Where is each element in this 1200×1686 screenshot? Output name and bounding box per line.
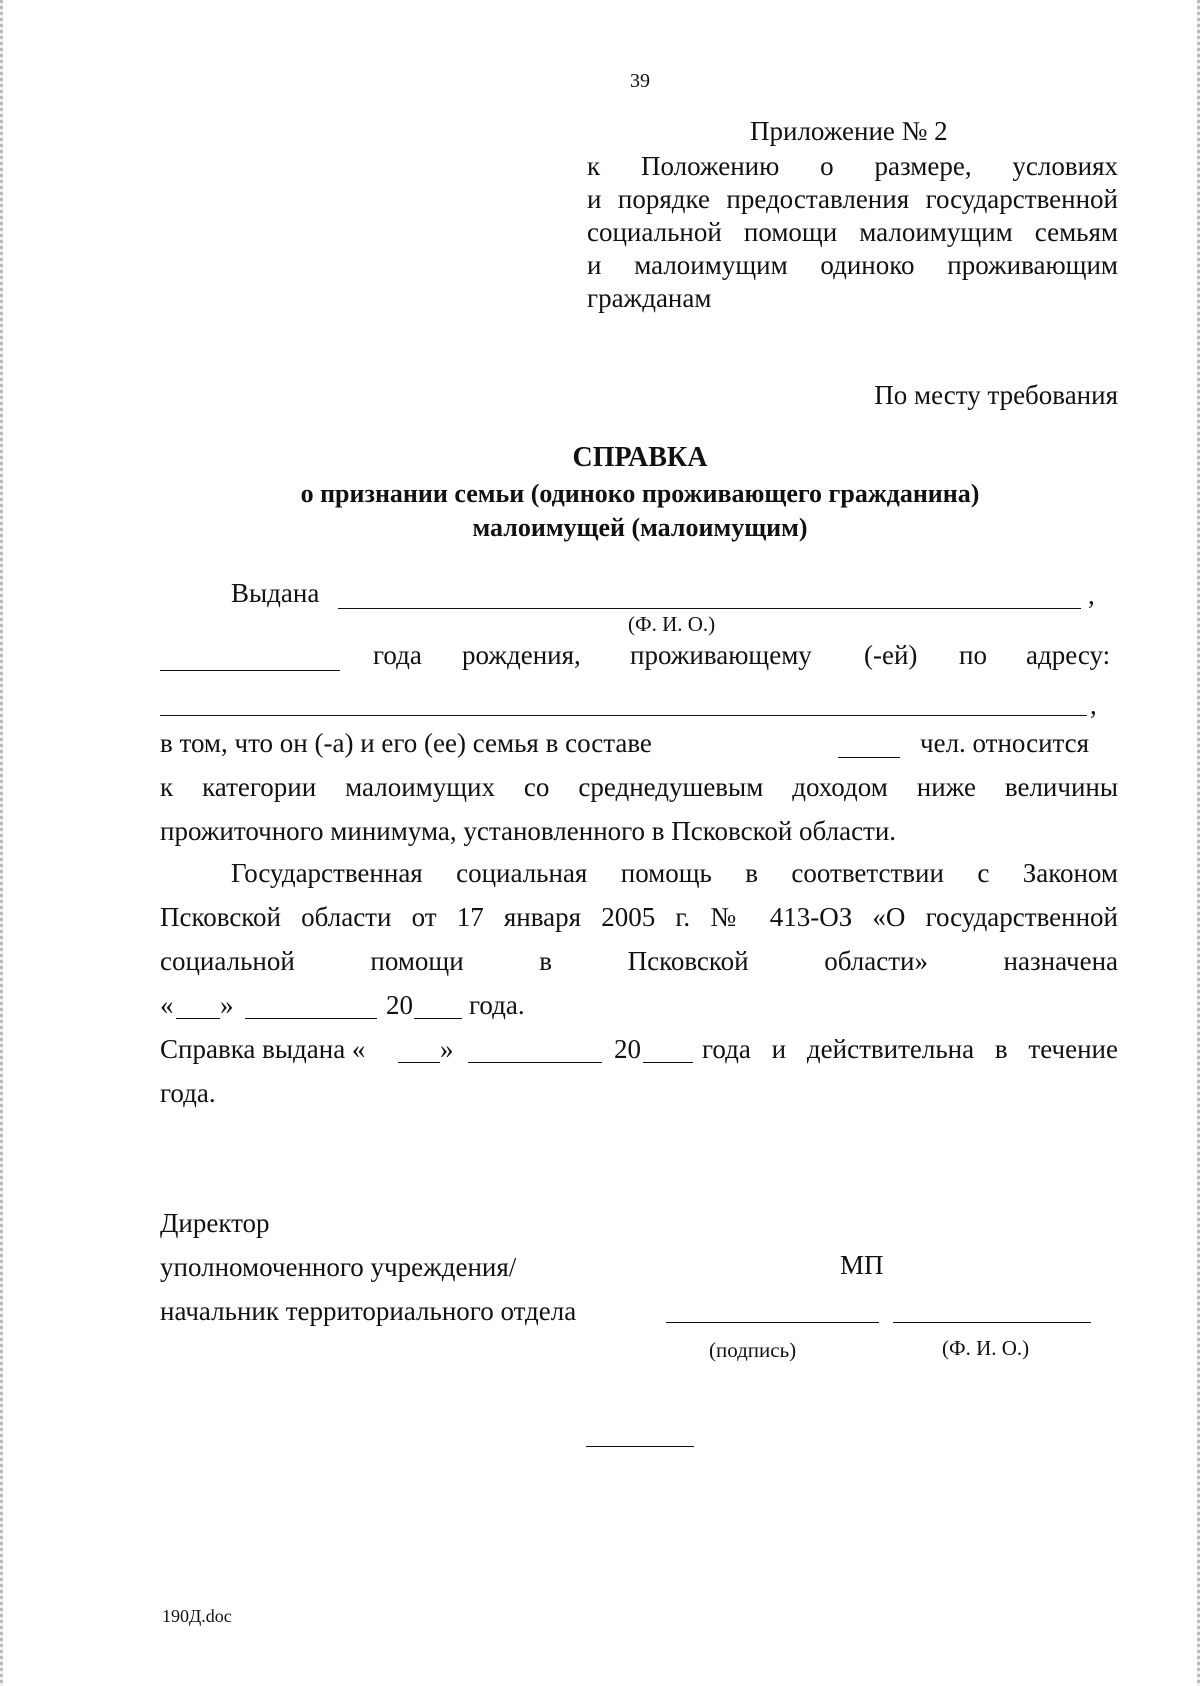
paragraph2-text: Государственная социальная помощь в соответствии с Законом: [231, 858, 1118, 888]
paragraph1-text: в том, что он (-а) и его (ее) семья в составе: [160, 728, 652, 758]
birth-word: адресу:: [1026, 640, 1111, 670]
paragraph1-text: к категории малоимущих со среднедушевым доходом ниже величины: [160, 772, 1118, 802]
birth-year-blank-line: [160, 670, 340, 671]
paragraph2-text: Псковской области от 17 января 2005 г. № 413-ОЗ «О государственной: [160, 902, 1118, 932]
appendix-line: социальной помощи малоимущим семьям: [587, 217, 1118, 247]
year-prefix: 20: [386, 990, 413, 1020]
place-of-request: По месту требования: [874, 380, 1118, 410]
appendix-line: к Положению о размере, условиях: [587, 151, 1118, 181]
signature-caption: (подпись): [709, 1338, 797, 1362]
fio-blank-line: [338, 608, 1081, 609]
validity-end: года.: [160, 1078, 216, 1108]
footer-filename: 190Д.doc: [162, 1606, 232, 1626]
comma: ,: [1090, 690, 1097, 720]
family-size-blank-line: [838, 757, 900, 758]
signatory-fio-blank-line: [893, 1322, 1091, 1323]
birth-word: проживающему: [630, 640, 812, 670]
signature-blank-line: [666, 1322, 879, 1323]
birth-word: (-ей): [864, 640, 918, 670]
page-number: 39: [630, 70, 650, 92]
paragraph1-text: прожиточного минимума, установленного в Псковской области.: [160, 816, 897, 846]
signatory-title: начальник территориального отдела: [160, 1296, 577, 1326]
scan-edge-left: [0, 0, 3, 1686]
end-separator: [586, 1446, 694, 1447]
birth-word: рождения,: [462, 640, 581, 670]
issued-year-blank-line: [643, 1062, 693, 1063]
signatory-fio-caption: (Ф. И. О.): [942, 1336, 1030, 1360]
appendix-title: Приложение № 2: [750, 116, 948, 146]
issued-date-label: Справка выдана «: [160, 1034, 366, 1064]
issued-month-blank-line: [468, 1062, 602, 1063]
year-suffix: года.: [469, 990, 525, 1020]
paragraph1-text: чел. относится: [920, 728, 1090, 758]
date-open-quote: «: [160, 990, 174, 1020]
birth-word: года: [373, 640, 422, 670]
comma: ,: [1088, 580, 1095, 610]
paragraph2-text: социальной помощи в Псковской области» назначена: [160, 946, 1118, 976]
year-prefix: 20: [614, 1034, 641, 1064]
date-close-quote: »: [440, 1034, 454, 1064]
issued-to-row: [160, 578, 1118, 614]
signatory-title: Директор: [160, 1208, 270, 1238]
date-close-quote: »: [220, 990, 234, 1020]
birth-word: по: [959, 640, 987, 670]
year-blank-line: [414, 1018, 462, 1019]
issued-date-tail: года и действительна в течение: [702, 1034, 1118, 1064]
issued-day-blank-line: [398, 1062, 440, 1063]
month-blank-line: [245, 1018, 377, 1019]
appendix-reference: [587, 150, 1118, 315]
fio-caption: (Ф. И. О.): [628, 612, 716, 636]
address-blank-line: [160, 715, 1087, 716]
document-subtitle: малоимущей (малоимущим): [472, 513, 808, 542]
document-subtitle: о признании семьи (одиноко проживающего гражданина): [300, 479, 980, 508]
appendix-line: и порядке предоставления государственной: [587, 184, 1118, 214]
day-blank-line: [176, 1018, 220, 1019]
issued-label: Выдана: [231, 578, 320, 608]
stamp-placeholder: МП: [840, 1250, 884, 1280]
document-title: СПРАВКА: [572, 442, 708, 473]
appendix-line: гражданам: [587, 283, 712, 313]
signatory-title: уполномоченного учреждения/: [160, 1252, 517, 1282]
appendix-line: и малоимущим одиноко проживающим: [587, 250, 1118, 280]
